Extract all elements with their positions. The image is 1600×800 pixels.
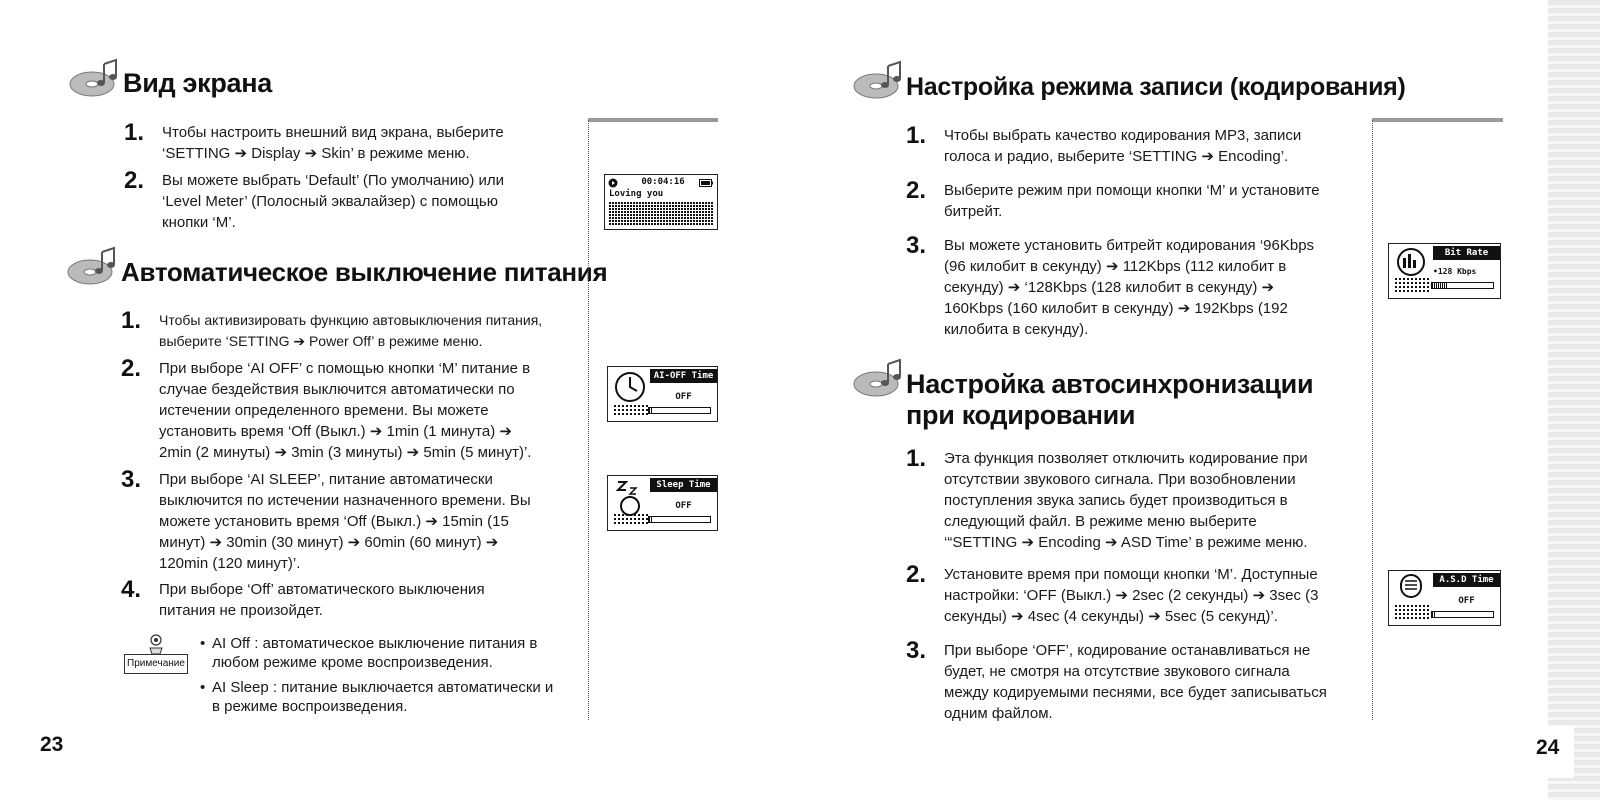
step-number: 4. bbox=[121, 576, 142, 603]
lcd-screen-bitrate bbox=[1388, 243, 1501, 299]
step-text: Установите время при помощи кнопки ‘M’. Доступные настройки: ‘OFF (Выкл.) ➔ 2sec (2 секунды) ➔ 3sec (3 секунды) ➔ 4sec (4 секунды) ➔ 5sec (5 секунд)’. bbox=[944, 566, 1319, 625]
sleep-icon bbox=[610, 478, 650, 528]
play-icon bbox=[608, 178, 618, 188]
step-number: 2. bbox=[906, 177, 927, 204]
cd-note-icon bbox=[68, 56, 128, 102]
lcd-level-bar bbox=[1431, 611, 1494, 618]
step-text: Чтобы настроить внешний вид экрана, выберите ‘SETTING ➔ Display ➔ Skin’ в режиме меню. bbox=[162, 124, 504, 162]
microphone-icon bbox=[1391, 573, 1431, 623]
step-number: 1. bbox=[124, 119, 145, 146]
step-text: При выборе ‘OFF’, кодирование останавливаться не будет, не смотря на отсутствие звукового сигнала между кодируемыми песнями, все будет записываться одним файлом. bbox=[944, 642, 1327, 722]
step-text: Эта функция позволяет отключить кодирование при отсутствии звукового сигнала. При возобновлении поступления звука запись будет производиться в следующий файл. В режиме меню выберите ‘“SETTING ➔ Encoding ➔ ASD Time’ в режиме меню. bbox=[944, 450, 1308, 551]
page-number: 23 bbox=[40, 733, 64, 756]
lcd-level-bar bbox=[648, 516, 711, 523]
clock-icon bbox=[610, 369, 650, 419]
column-rule bbox=[588, 118, 718, 122]
column-divider bbox=[1372, 120, 1373, 720]
step-number: 1. bbox=[121, 307, 142, 334]
note-label: Примечание bbox=[124, 654, 188, 674]
right-page bbox=[800, 0, 1600, 800]
section-title-auto-power-off: Автоматическое выключение питания bbox=[121, 257, 608, 287]
lcd-screen-display bbox=[604, 174, 718, 230]
section-title-display: Вид экрана bbox=[123, 68, 272, 98]
lcd-level-fill bbox=[649, 408, 652, 413]
lcd-level-bar bbox=[1431, 282, 1494, 289]
section-title-asd: Настройка автосинхронизации при кодировании bbox=[906, 369, 1314, 430]
lcd-title: A.S.D Time bbox=[1433, 573, 1500, 587]
step-text: При выборе ‘Off’ автоматического выключения питания не произойдет. bbox=[159, 581, 485, 619]
step-text: Выберите режим при помощи кнопки ‘M’ и установите битрейт. bbox=[944, 182, 1320, 220]
lcd-screen-ai-off bbox=[607, 366, 718, 422]
lcd-value: OFF bbox=[1458, 596, 1475, 606]
bullet-icon: • bbox=[200, 679, 206, 696]
cd-note-icon bbox=[852, 58, 912, 104]
level-meter-icon bbox=[609, 202, 713, 226]
lcd-value: •128 Kbps bbox=[1433, 267, 1477, 276]
lcd-level-fill bbox=[1432, 283, 1447, 288]
step-text: При выборе ‘AI OFF’ с помощью кнопки ‘M’ питание в случае бездействия выключится автоматически по истечении определенного времени. Вы можете установить время ‘Off (Выкл.) ➔ 1min (1 минута) ➔ 2min (2 минуты) ➔ 3min (3 минуты) ➔ 5min (5 минут)’. bbox=[159, 360, 532, 461]
column-divider bbox=[588, 120, 589, 720]
note-text: AI Sleep : питание выключается автоматически и в режиме воспроизведения. bbox=[212, 679, 554, 715]
lcd-title: AI-OFF Time bbox=[650, 369, 717, 383]
page-number: 24 bbox=[1536, 736, 1560, 759]
cd-note-icon bbox=[66, 244, 126, 290]
lcd-time: 00:04:16 bbox=[641, 177, 685, 187]
step-text: При выборе ‘AI SLEEP’, питание автоматически выключится по истечении назначенного времени. Вы можете установить время ‘Off (Выкл.) ➔ 15min (15 минут) ➔ 30min (30 минут) ➔ 60min (60 минут) ➔ 120min (120 минут)’. bbox=[159, 471, 531, 572]
lcd-level-fill bbox=[1432, 612, 1435, 617]
step-number: 3. bbox=[906, 637, 927, 664]
step-text: Вы можете установить битрейт кодирования ‘96Kbps (96 килобит в секунду) ➔ 112Kbps (112 килобит в секунду) ➔ ‘128Kbps (128 килобит в секунду) ➔ 160Kbps (160 килобит в секунду) ➔ 192Kbps (192 килобита в секунду). bbox=[944, 237, 1315, 338]
pin-icon bbox=[148, 634, 164, 656]
lcd-value: OFF bbox=[675, 392, 692, 402]
lcd-screen-sleep bbox=[607, 475, 718, 531]
step-number: 2. bbox=[906, 561, 927, 588]
lcd-screen-asd bbox=[1388, 570, 1501, 626]
cd-note-icon bbox=[852, 356, 912, 402]
lcd-value: OFF bbox=[675, 501, 692, 511]
bullet-icon: • bbox=[200, 635, 206, 652]
step-number: 2. bbox=[121, 355, 142, 382]
lcd-title: Sleep Time bbox=[650, 478, 717, 492]
step-text: Чтобы активизировать функцию автовыключения питания, выберите ‘SETTING ➔ Power Off’ в режиме меню. bbox=[159, 312, 543, 349]
step-number: 3. bbox=[906, 232, 927, 259]
step-text: Вы можете выбрать ‘Default’ (По умолчанию) или ‘Level Meter’ (Полосный эквалайзер) с помощью кнопки ‘M’. bbox=[162, 172, 504, 231]
lcd-level-bar bbox=[648, 407, 711, 414]
battery-icon bbox=[699, 179, 713, 187]
step-number: 2. bbox=[124, 167, 145, 194]
equalizer-icon bbox=[1391, 246, 1431, 296]
lcd-title: Bit Rate bbox=[1433, 246, 1500, 260]
note-text: AI Off : автоматическое выключение питания в любом режиме кроме воспроизведения. bbox=[212, 635, 538, 671]
note-badge bbox=[124, 634, 188, 676]
section-title-encoding: Настройка режима записи (кодирования) bbox=[906, 73, 1406, 101]
step-number: 1. bbox=[906, 445, 927, 472]
lcd-level-fill bbox=[649, 517, 652, 522]
lcd-song-title: Loving you bbox=[609, 189, 664, 199]
step-number: 1. bbox=[906, 122, 927, 149]
step-number: 3. bbox=[121, 466, 142, 493]
step-text: Чтобы выбрать качество кодирования MP3, записи голоса и радио, выберите ‘SETTING ➔ Encoding’. bbox=[944, 127, 1302, 165]
column-rule bbox=[1372, 118, 1503, 122]
